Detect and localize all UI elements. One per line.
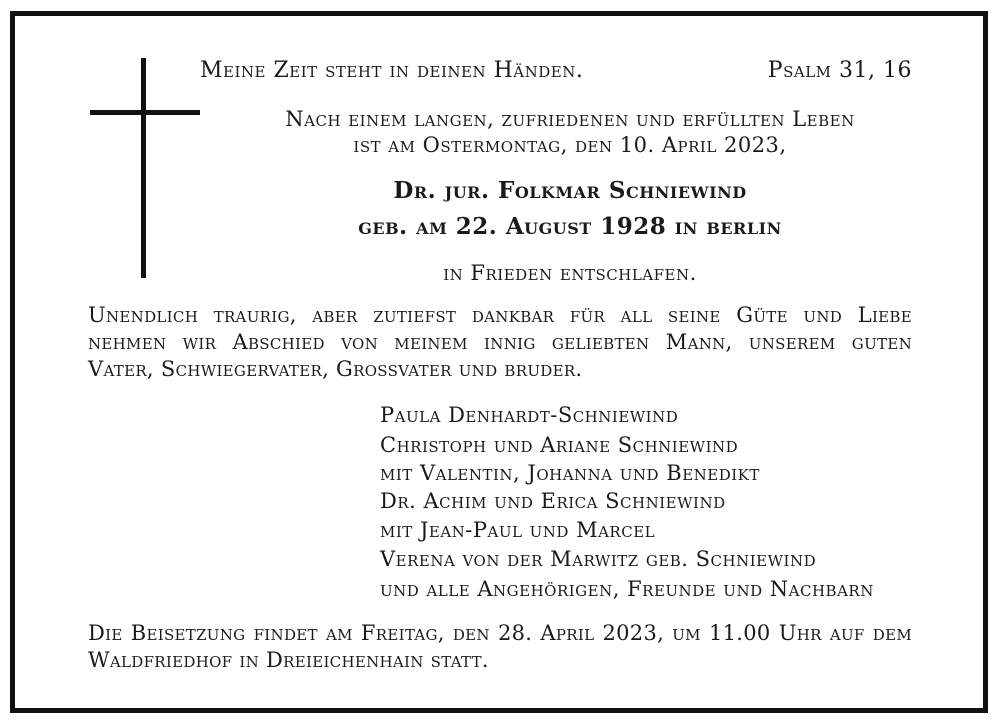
mourner-3-children: mit Jean-Paul und Marcel [380,518,656,542]
grief-line-2: nehmen wir Abschied von meinem innig geliebten Mann, unserem guten [88,330,912,354]
mourner-others: und alle Angehörigen, Freunde und Nachbarn [380,577,874,601]
deceased-name: Dr. jur. Folkmar Schniewind [393,177,747,204]
mourner-2: Christoph und Ariane Schniewind [380,433,739,457]
intro-line-1: Nach einem langen, zufriedenen und erfüllten Leben [285,107,855,131]
cross-icon-bar [90,110,200,115]
birth-line: geb. am 22. August 1928 in berlin [358,213,782,240]
mourner-2-children: mit Valentin, Johanna und Benedikt [380,461,760,485]
grief-line-1: Unendlich traurig, aber zutiefst dankbar für all seine Güte und Liebe [88,303,912,327]
mourner-4: Verena von der Marwitz geb. Schniewind [380,547,817,571]
grief-line-3: Vater, Schwiegervater, Grossvater und bruder. [88,357,583,381]
mourner-3: Dr. Achim und Erica Schniewind [380,489,726,513]
mourners-list [380,400,912,604]
burial-line-2: Waldfriedhof in Dreieichenhain statt. [88,648,489,672]
cross-icon [141,58,146,278]
burial-paragraph [88,620,912,674]
psalm-reference: Psalm 31, 16 [767,58,912,83]
mourner-1: Paula Denhardt-Schniewind [380,403,679,427]
motto: Meine Zeit steht in deinen Händen. [200,58,584,83]
grief-paragraph [88,302,912,383]
passed-line: in Frieden entschlafen. [443,261,697,285]
burial-line-1: Die Beisetzung findet am Freitag, den 28. April 2023, um 11.00 Uhr auf dem [88,621,912,645]
intro-line-2: ist am Ostermontag, den 10. April 2023, [353,133,787,157]
